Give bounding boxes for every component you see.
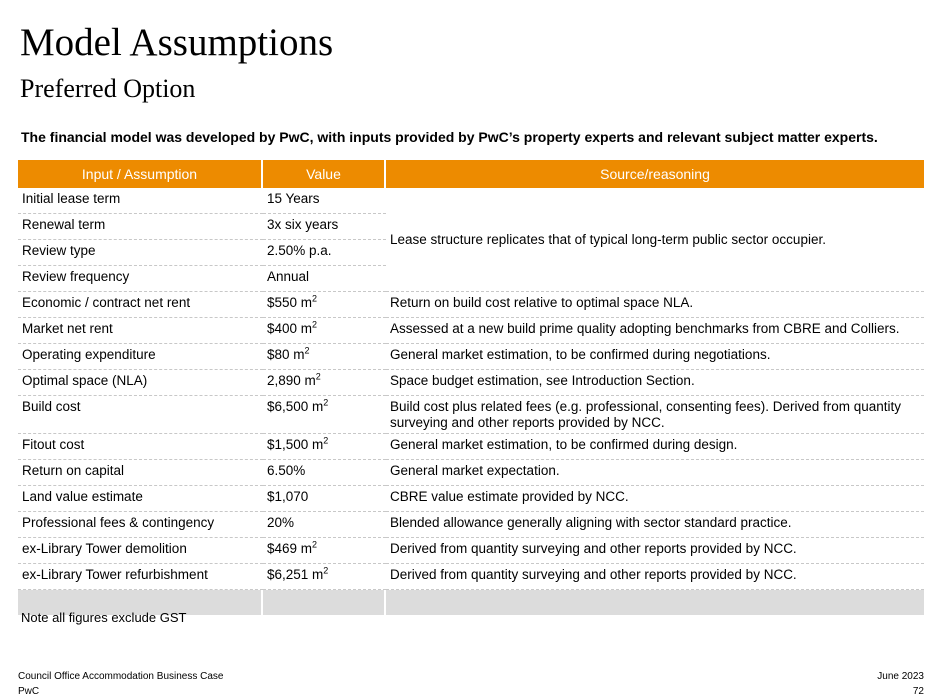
source-cell: CBRE value estimate provided by NCC. [386, 486, 924, 512]
table-row [18, 512, 924, 538]
value-text: $469 m [267, 541, 313, 556]
source-cell: General market estimation, to be confirmed during design. [386, 434, 924, 460]
input-cell: Operating expenditure [18, 344, 263, 370]
value-cell [263, 486, 386, 512]
value-cell [263, 434, 386, 460]
input-cell: Review type [18, 240, 263, 266]
footer-date: June 2023 [877, 671, 924, 682]
value-cell [263, 460, 386, 486]
blank-cell [263, 590, 386, 615]
assumptions-table [18, 160, 924, 615]
input-cell: Economic / contract net rent [18, 292, 263, 318]
source-cell: Return on build cost relative to optimal space NLA. [386, 292, 924, 318]
source-cell: Space budget estimation, see Introduction Section. [386, 370, 924, 396]
source-cell: Derived from quantity surveying and other reports provided by NCC. [386, 564, 924, 590]
header-input: Input / Assumption [18, 160, 263, 188]
unit-superscript: 2 [312, 319, 318, 330]
value-text: 20% [267, 515, 295, 530]
value-text: $400 m [267, 321, 313, 336]
table-header-row [18, 160, 924, 188]
unit-superscript: 2 [304, 345, 310, 356]
value-text: 6.50% [267, 463, 306, 478]
value-cell [263, 318, 386, 344]
value-cell: 15 Years [263, 188, 386, 214]
source-cell: Blended allowance generally aligning with sector standard practice. [386, 512, 924, 538]
table-row [18, 486, 924, 512]
intro-text: The financial model was developed by PwC, with inputs provided by PwC’s property experts and relevant subject matter experts. [21, 129, 878, 145]
value-text: $6,251 m [267, 567, 324, 582]
input-cell: Optimal space (NLA) [18, 370, 263, 396]
value-text: $1,070 [267, 489, 309, 504]
value-text: $1,500 m [267, 437, 324, 452]
unit-superscript: 2 [323, 435, 329, 446]
source-cell: Build cost plus related fees (e.g. professional, consenting fees). Derived from quantity surveying and other reports provided by NCC. [386, 396, 924, 434]
blank-cell [386, 590, 924, 615]
source-cell: General market expectation. [386, 460, 924, 486]
value-cell [263, 512, 386, 538]
footer-page-number: 72 [912, 686, 924, 697]
input-cell: Review frequency [18, 266, 263, 292]
input-cell: Professional fees & contingency [18, 512, 263, 538]
unit-superscript: 2 [315, 371, 321, 382]
value-cell [263, 396, 386, 434]
gst-note: Note all figures exclude GST [21, 610, 187, 625]
input-cell: Return on capital [18, 460, 263, 486]
table-row [18, 564, 924, 590]
value-text: $6,500 m [267, 399, 324, 414]
page-title: Model Assumptions [20, 21, 334, 64]
source-cell: Derived from quantity surveying and other reports provided by NCC. [386, 538, 924, 564]
value-text: $80 m [267, 347, 305, 362]
value-cell [263, 370, 386, 396]
value-text: $550 m [267, 295, 313, 310]
value-cell: Annual [263, 266, 386, 292]
unit-superscript: 2 [312, 539, 318, 550]
unit-superscript: 2 [323, 565, 329, 576]
source-cell: General market estimation, to be confirmed during negotiations. [386, 344, 924, 370]
input-cell: Land value estimate [18, 486, 263, 512]
table-row [18, 370, 924, 396]
header-value: Value [263, 160, 386, 188]
input-cell: ex-Library Tower demolition [18, 538, 263, 564]
input-cell: Fitout cost [18, 434, 263, 460]
table-row [18, 344, 924, 370]
value-text: 2,890 m [267, 373, 316, 388]
value-cell [263, 538, 386, 564]
table-row [18, 460, 924, 486]
footer-doc-name: Council Office Accommodation Business Case [18, 671, 224, 682]
value-cell [263, 344, 386, 370]
input-cell: Initial lease term [18, 188, 263, 214]
unit-superscript: 2 [312, 293, 318, 304]
input-cell: Renewal term [18, 214, 263, 240]
unit-superscript: 2 [323, 397, 329, 408]
table-row [18, 538, 924, 564]
table-row [18, 292, 924, 318]
table-row [18, 318, 924, 344]
source-cell: Assessed at a new build prime quality adopting benchmarks from CBRE and Colliers. [386, 318, 924, 344]
input-cell: Market net rent [18, 318, 263, 344]
source-cell-merged: Lease structure replicates that of typical long-term public sector occupier. [386, 188, 924, 292]
table-row [18, 434, 924, 460]
value-cell: 2.50% p.a. [263, 240, 386, 266]
table-row [18, 188, 924, 214]
table-row [18, 396, 924, 434]
page-subtitle: Preferred Option [20, 74, 196, 103]
value-cell: 3x six years [263, 214, 386, 240]
header-source: Source/reasoning [386, 160, 924, 188]
value-cell [263, 564, 386, 590]
input-cell: Build cost [18, 396, 263, 434]
input-cell: ex-Library Tower refurbishment [18, 564, 263, 590]
value-cell [263, 292, 386, 318]
footer-org: PwC [18, 686, 40, 697]
